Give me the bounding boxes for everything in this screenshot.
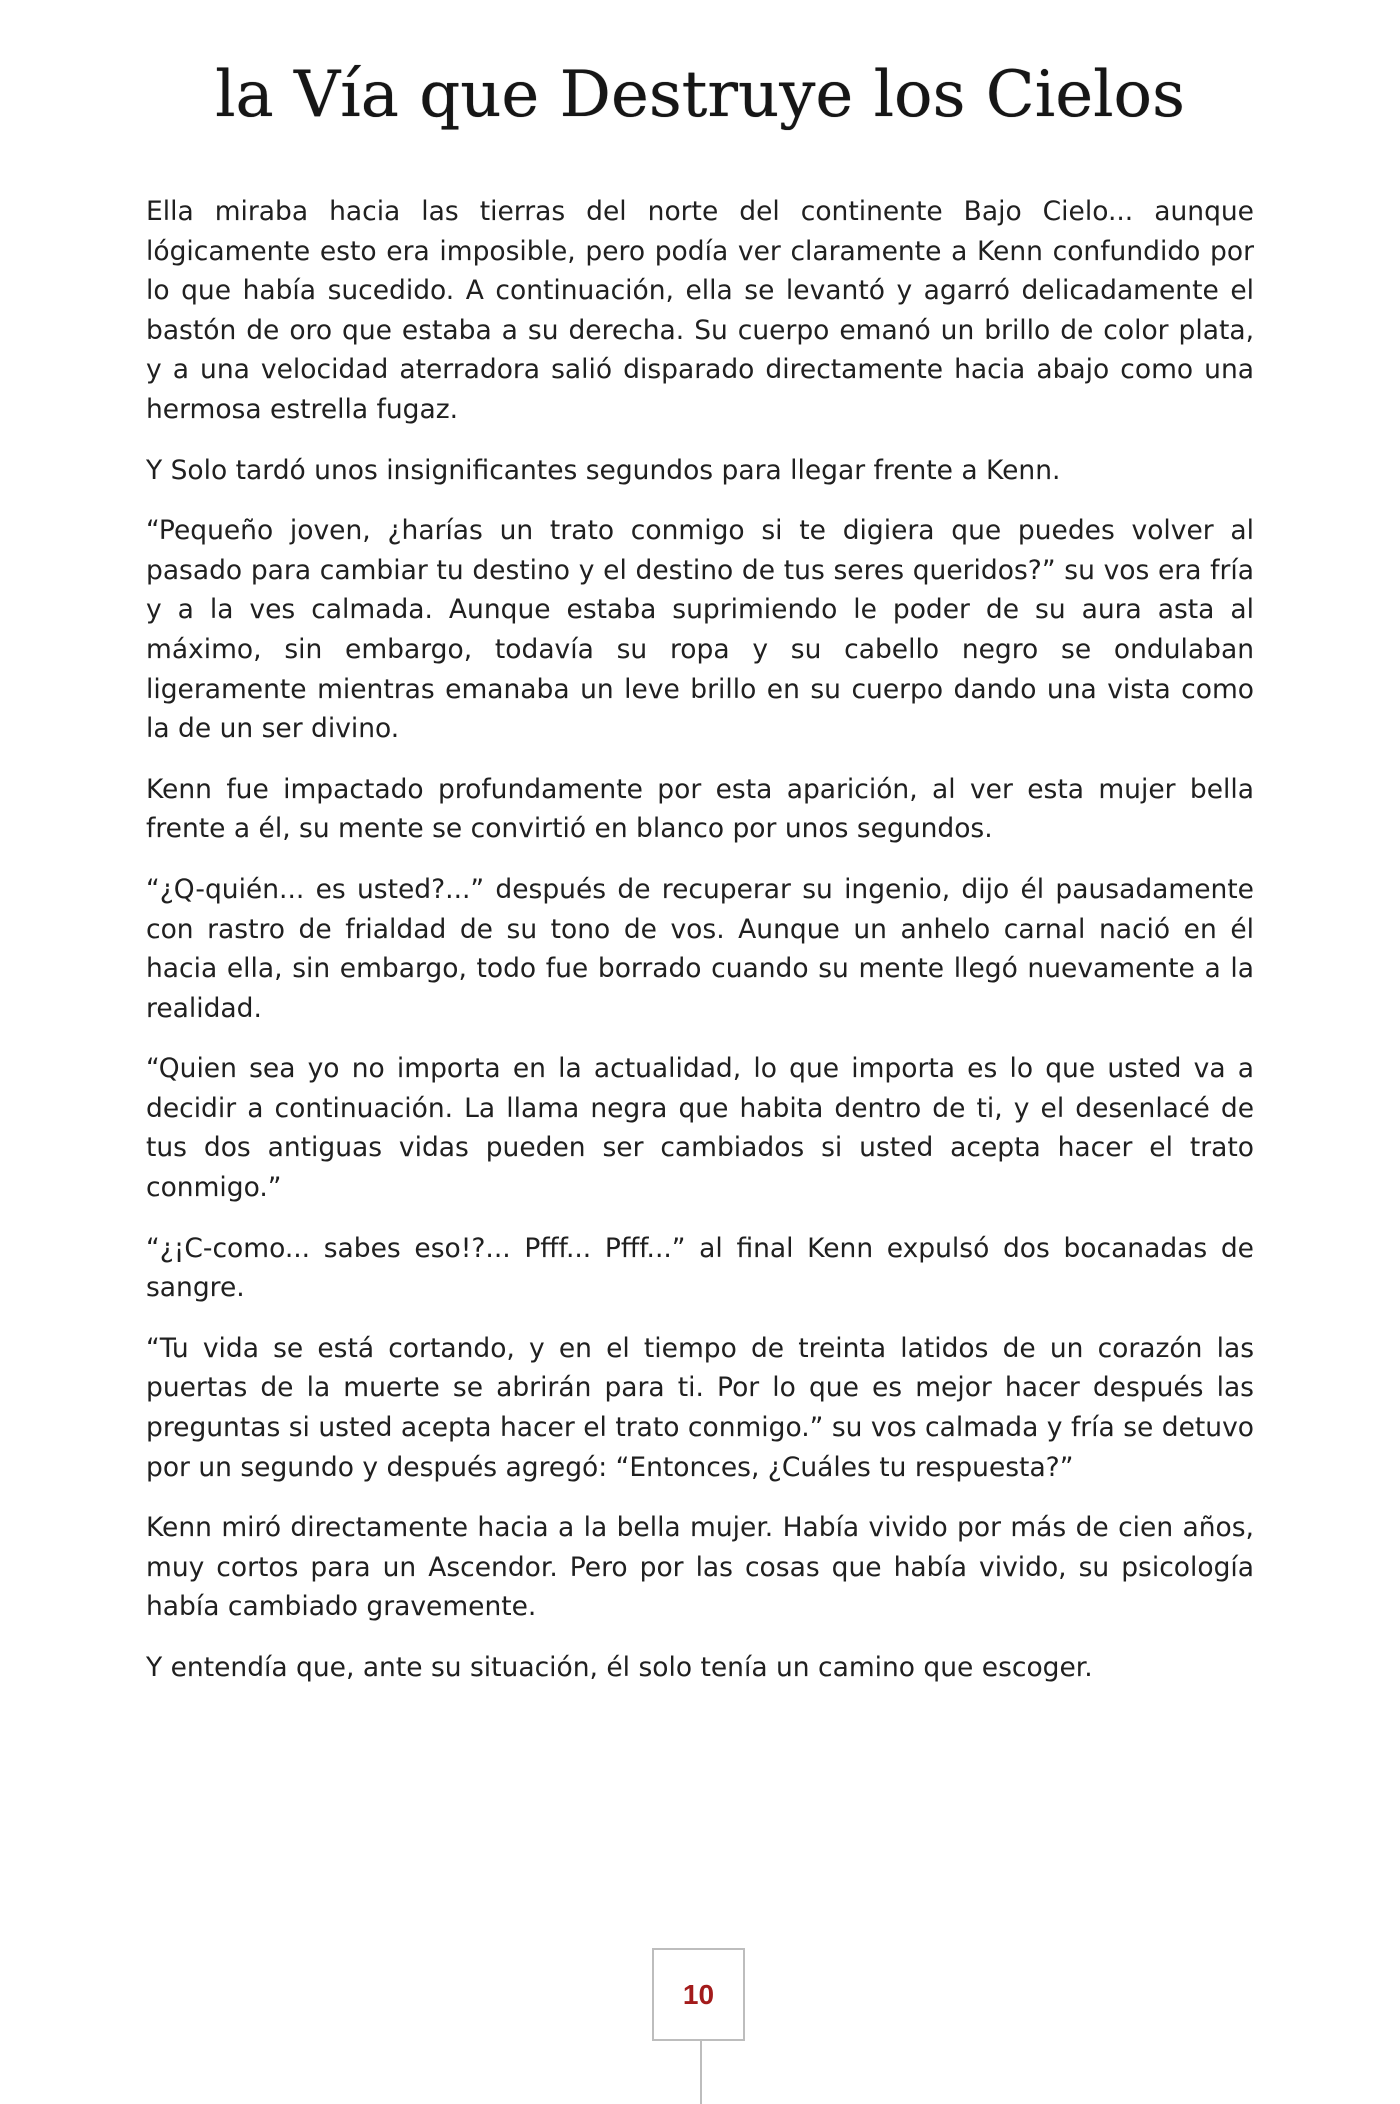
paragraph: “¿¡C-como... sabes eso!?... Pfff... Pfff...” al final Kenn expulsó dos bocanadas de sangre. [146,1232,1254,1304]
page-number: 10 [682,1978,715,2010]
paragraph: Y Solo tardó unos insignificantes segundos para llegar frente a Kenn. [146,454,1061,486]
paragraph: “Pequeño joven, ¿harías un trato conmigo si te digiera que puedes volver al pasado para cambiar tu destino y el destino de tus seres queridos?” su vos era fría y a la ves calmada. Aunque estaba suprimiendo le poder de su aura asta al máximo, sin embargo, todavía su ropa y su cabello negro se ondulaban ligeramente mientras emanaba un leve brillo en su cuerpo dando una vista como la de un ser divino. [146,515,1254,745]
page-number-box [652,1948,745,2041]
paragraph: “Quien sea yo no importa en la actualidad, lo que importa es lo que usted va a decidir a continuación. La llama negra que habita dentro de ti, y el desenlacé de tus dos antiguas vidas pueden ser cambiados si usted acepta hacer el trato conmigo.” [146,1053,1254,1204]
page-title: la Vía que Destruye los Cielos [215,58,1185,132]
page-number-connector-line [700,2041,702,2104]
paragraph: “Tu vida se está cortando, y en el tiempo de treinta latidos de un corazón las puertas de la muerte se abrirán para ti. Por lo que es mejor hacer después las preguntas si usted acepta hacer el trato conmigo.” su vos calmada y fría se detuvo por un segundo y después agregó: “Entonces, ¿Cuáles tu respuesta?” [146,1332,1254,1483]
paragraph: “¿Q-quién... es usted?...” después de recuperar su ingenio, dijo él pausadamente con rastro de frialdad de su tono de vos. Aunque un anhelo carnal nació en él hacia ella, sin embargo, todo fue borrado cuando su mente llegó nuevamente a la realidad. [146,873,1254,1024]
paragraph: Y entendía que, ante su situación, él solo tenía un camino que escoger. [146,1652,1093,1683]
paragraph: Kenn miró directamente hacia a la bella mujer. Había vivido por más de cien años, muy cortos para un Ascendor. Pero por las cosas que había vivido, su psicología había cambiado gravemente. [146,1512,1254,1623]
paragraph: Ella miraba hacia las tierras del norte del continente Bajo Cielo... aunque lógicamente esto era imposible, pero podía ver claramente a Kenn confundido por lo que había sucedido. A continuación, ella se levantó y agarró delicadamente el bastón de oro que estaba a su derecha. Su cuerpo emanó un brillo de color plata, y a una velocidad aterradora salió disparado directamente hacia abajo como una hermosa estrella fugaz. [146,196,1254,425]
chapter-body [146,192,1254,1709]
paragraph: Kenn fue impactado profundamente por esta aparición, al ver esta mujer bella frente a él, su mente se convirtió en blanco por unos segundos. [146,773,1254,845]
